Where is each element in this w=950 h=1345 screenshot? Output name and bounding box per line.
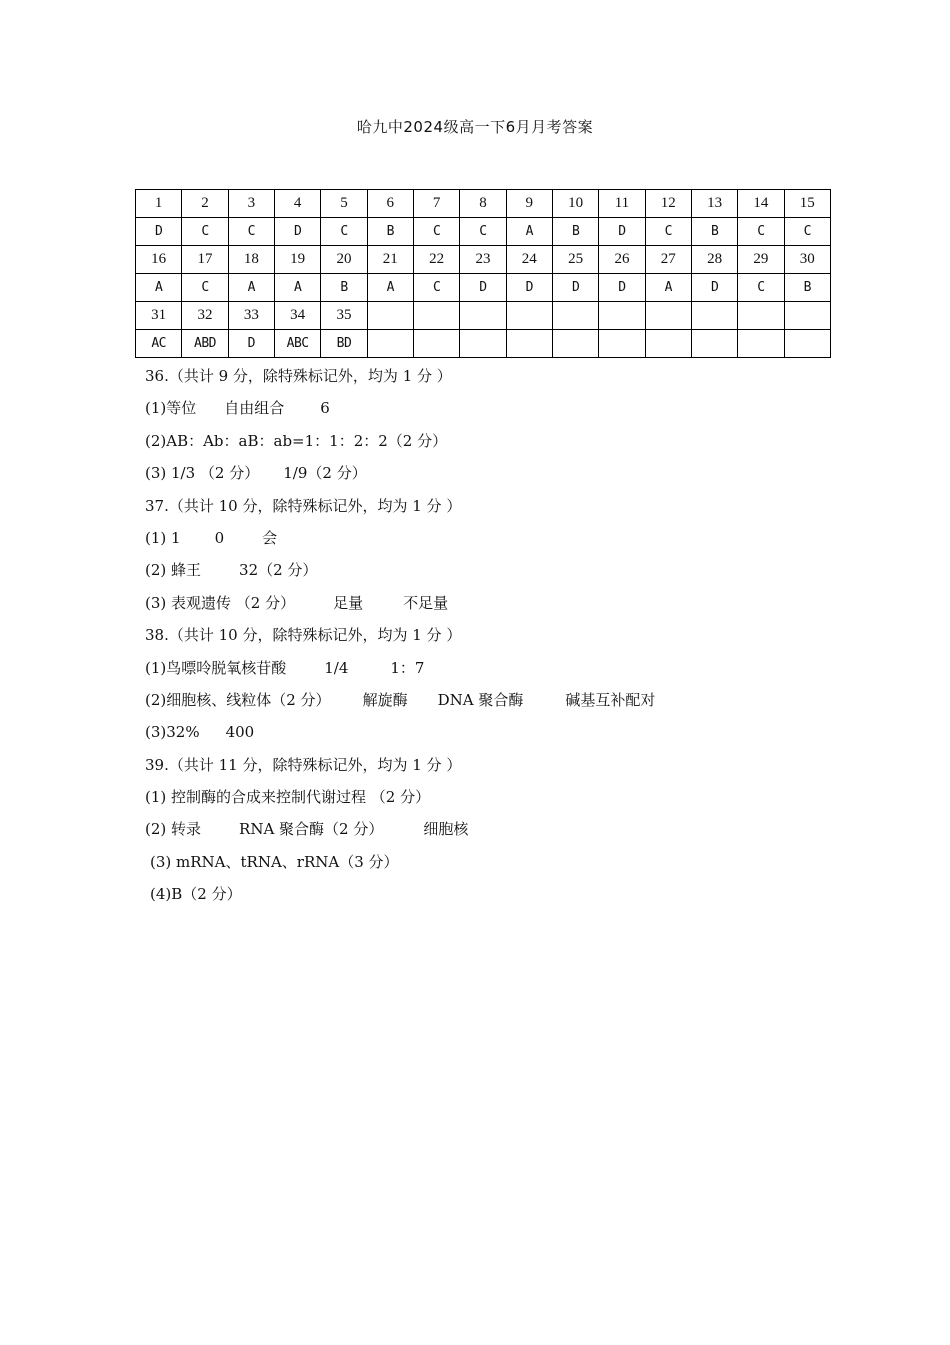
- answer-segment: (1)等位: [145, 399, 197, 418]
- question-number-cell: 20: [321, 246, 367, 274]
- answer-row: [136, 218, 831, 246]
- question-number-cell: 10: [552, 190, 598, 218]
- answer-row: [136, 274, 831, 302]
- answer-segment: (2)AB：Ab：aB：ab=1：1：2：2（2 分）: [145, 431, 448, 450]
- answer-cell: D: [274, 218, 320, 246]
- answer-line: [145, 457, 845, 489]
- answer-line: [145, 813, 845, 845]
- question-number-cell: 7: [413, 190, 459, 218]
- answer-segment: (1) 控制酶的合成来控制代谢过程 （2 分）: [145, 788, 431, 807]
- answer-segment: (3) mRNA、tRNA、rRNA（3 分）: [150, 852, 399, 871]
- answer-segment: RNA 聚合酶（2 分）: [239, 820, 384, 839]
- answer-cell: D: [506, 274, 552, 302]
- answer-cell: D: [599, 218, 645, 246]
- question-number-cell: 6: [367, 190, 413, 218]
- answer-cell: D: [228, 330, 274, 358]
- answer-cell: [460, 330, 506, 358]
- answer-cell: C: [738, 274, 784, 302]
- question-number-cell: 24: [506, 246, 552, 274]
- answer-cell: C: [738, 218, 784, 246]
- answer-cell: [552, 330, 598, 358]
- answer-cell: D: [136, 218, 182, 246]
- answer-cell: [784, 330, 830, 358]
- answer-line: [145, 878, 845, 910]
- question-number-row: [136, 302, 831, 330]
- answer-table-body: [136, 190, 831, 358]
- answer-line: [145, 554, 845, 586]
- question-number-cell: 12: [645, 190, 691, 218]
- answer-segment: (2)细胞核、线粒体（2 分）: [145, 690, 331, 709]
- answer-segment: 32（2 分）: [239, 561, 318, 580]
- question-number-cell: 17: [182, 246, 228, 274]
- answer-segment: (4)B（2 分）: [150, 885, 242, 904]
- answer-cell: C: [321, 218, 367, 246]
- answer-cell: C: [413, 218, 459, 246]
- answer-cell: [645, 330, 691, 358]
- answer-line: [145, 846, 845, 878]
- answer-segment: (1)鸟嘌呤脱氧核苷酸: [145, 658, 287, 677]
- answer-cell: [599, 330, 645, 358]
- answer-segment: 解旋酶: [362, 690, 408, 709]
- question-number-cell: 33: [228, 302, 274, 330]
- question-number-cell: 4: [274, 190, 320, 218]
- answer-cell: [367, 330, 413, 358]
- section-header: 39.（共计 11 分，除特殊标记外，均为 1 分 ）: [145, 755, 462, 774]
- question-number-cell: 31: [136, 302, 182, 330]
- answer-cell: [506, 330, 552, 358]
- answer-segment: DNA 聚合酶: [437, 690, 524, 709]
- answer-cell: C: [645, 218, 691, 246]
- answer-line: [145, 781, 845, 813]
- answer-cell: [413, 330, 459, 358]
- answer-cell: B: [367, 218, 413, 246]
- question-number-cell: [413, 302, 459, 330]
- answer-segment: (3)32%: [145, 723, 200, 742]
- question-number-cell: [506, 302, 552, 330]
- answer-cell: A: [645, 274, 691, 302]
- question-number-cell: 16: [136, 246, 182, 274]
- question-number-cell: 11: [599, 190, 645, 218]
- question-number-cell: [645, 302, 691, 330]
- answer-cell: D: [552, 274, 598, 302]
- question-number-cell: [460, 302, 506, 330]
- question-number-cell: 5: [321, 190, 367, 218]
- answer-segment: 1/9（2 分）: [283, 464, 367, 483]
- question-number-cell: 2: [182, 190, 228, 218]
- answer-cell: C: [228, 218, 274, 246]
- question-number-row: [136, 246, 831, 274]
- answer-cell: D: [599, 274, 645, 302]
- question-number-cell: [738, 302, 784, 330]
- question-number-cell: 30: [784, 246, 830, 274]
- question-number-cell: 3: [228, 190, 274, 218]
- question-number-cell: 28: [691, 246, 737, 274]
- question-number-cell: 27: [645, 246, 691, 274]
- answer-cell: A: [136, 274, 182, 302]
- answer-sections: [145, 360, 845, 911]
- answer-cell: [691, 330, 737, 358]
- answer-cell: B: [552, 218, 598, 246]
- question-number-cell: 25: [552, 246, 598, 274]
- answer-segment: (1) 1: [145, 528, 181, 547]
- question-number-cell: [691, 302, 737, 330]
- section-header: 36.（共计 9 分，除特殊标记外，均为 1 分 ）: [145, 367, 452, 385]
- question-number-cell: [552, 302, 598, 330]
- question-number-cell: 15: [784, 190, 830, 218]
- answer-line: [145, 716, 845, 748]
- answer-segment: 400: [225, 723, 255, 742]
- question-number-cell: 29: [738, 246, 784, 274]
- page-title: 哈九中2024级高一下6月月考答案: [356, 118, 594, 136]
- answer-cell: C: [182, 218, 228, 246]
- question-number-cell: 9: [506, 190, 552, 218]
- answer-line: [145, 684, 845, 716]
- answer-segment: 6: [320, 399, 330, 418]
- answer-line: [145, 522, 845, 554]
- question-number-cell: [784, 302, 830, 330]
- answer-segment: 不足量: [403, 593, 449, 612]
- answer-cell: B: [691, 218, 737, 246]
- answer-cell: ABC: [274, 330, 320, 358]
- answer-cell: [738, 330, 784, 358]
- question-number-cell: 14: [738, 190, 784, 218]
- answer-cell: A: [228, 274, 274, 302]
- question-number-cell: 1: [136, 190, 182, 218]
- section-header: 38.（共计 10 分，除特殊标记外，均为 1 分 ）: [145, 626, 462, 645]
- answer-cell: AC: [136, 330, 182, 358]
- question-number-cell: [599, 302, 645, 330]
- question-number-cell: 32: [182, 302, 228, 330]
- answer-cell: A: [506, 218, 552, 246]
- answer-row: [136, 330, 831, 358]
- answer-line: [145, 652, 845, 684]
- answer-cell: C: [784, 218, 830, 246]
- question-number-cell: 19: [274, 246, 320, 274]
- answer-segment: (3) 表观遗传 （2 分）: [145, 593, 296, 612]
- question-number-row: [136, 190, 831, 218]
- question-number-cell: 13: [691, 190, 737, 218]
- question-number-cell: 21: [367, 246, 413, 274]
- answer-segment: 自由组合: [224, 399, 285, 418]
- answer-segment: 细胞核: [423, 820, 469, 839]
- answer-cell: A: [274, 274, 320, 302]
- answer-line: [145, 425, 845, 457]
- answer-cell: B: [784, 274, 830, 302]
- question-number-cell: 26: [599, 246, 645, 274]
- section-header: 37.（共计 10 分，除特殊标记外，均为 1 分 ）: [145, 496, 462, 515]
- answer-cell: C: [413, 274, 459, 302]
- question-number-cell: 35: [321, 302, 367, 330]
- question-number-cell: 23: [460, 246, 506, 274]
- answer-segment: 0: [214, 528, 225, 547]
- answer-segment: 碱基互补配对: [565, 690, 656, 709]
- answer-segment: (2) 转录: [145, 820, 202, 839]
- answer-cell: BD: [321, 330, 367, 358]
- answer-table: [135, 189, 831, 358]
- question-number-cell: 34: [274, 302, 320, 330]
- answer-cell: ABD: [182, 330, 228, 358]
- answer-cell: D: [691, 274, 737, 302]
- answer-cell: A: [367, 274, 413, 302]
- answer-segment: 足量: [333, 593, 364, 612]
- answer-segment: 1：7: [390, 658, 425, 677]
- answer-cell: B: [321, 274, 367, 302]
- answer-segment: (3) 1/3 （2 分）: [145, 464, 260, 483]
- answer-segment: 会: [262, 528, 278, 547]
- answer-segment: (2) 蜂王: [145, 561, 202, 580]
- question-number-cell: 22: [413, 246, 459, 274]
- answer-cell: D: [460, 274, 506, 302]
- answer-cell: C: [460, 218, 506, 246]
- answer-line: [145, 392, 845, 424]
- answer-cell: C: [182, 274, 228, 302]
- answer-line: [145, 587, 845, 619]
- question-number-cell: [367, 302, 413, 330]
- question-number-cell: 18: [228, 246, 274, 274]
- question-number-cell: 8: [460, 190, 506, 218]
- answer-segment: 1/4: [324, 658, 349, 677]
